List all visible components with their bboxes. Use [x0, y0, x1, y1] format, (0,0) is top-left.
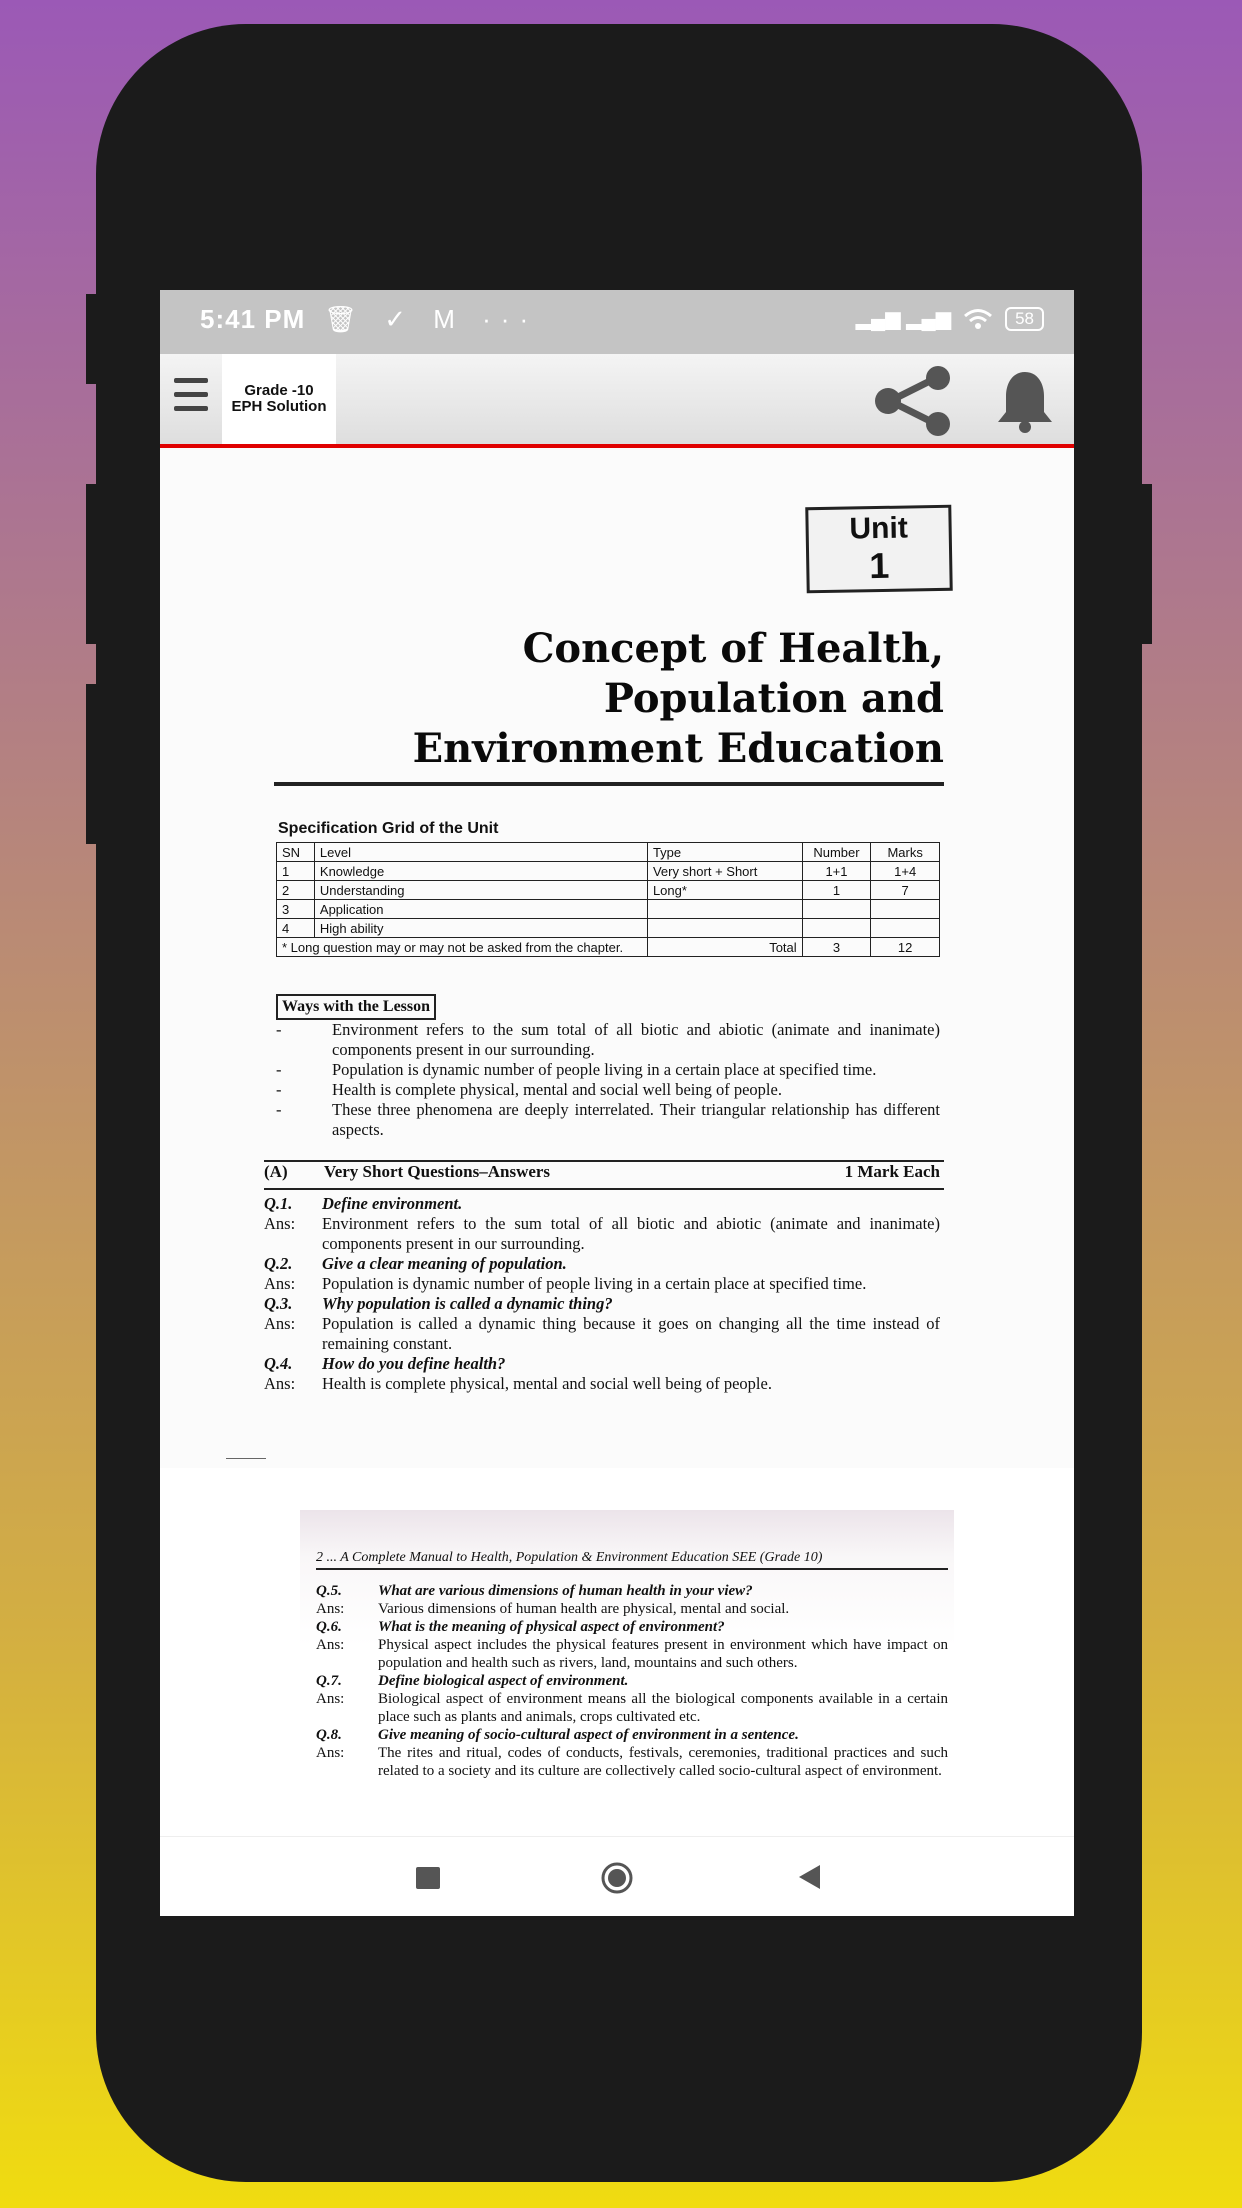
table-cell: Understanding: [314, 881, 647, 900]
table-cell: 4: [277, 919, 315, 938]
screen: [160, 290, 1074, 1916]
table-cell: Application: [314, 900, 647, 919]
table-cell: [647, 919, 802, 938]
table-cell: 1: [802, 881, 871, 900]
table-row: [277, 862, 940, 881]
table-cell: Very short + Short: [647, 862, 802, 881]
question-row: [316, 1726, 948, 1744]
question-row: [316, 1582, 948, 1600]
question-row: [264, 1194, 940, 1214]
answer-text: Population is called a dynamic thing because it goes on changing all the time instead of remaining constant.: [322, 1314, 940, 1353]
table-note-cell: * Long question may or may not be asked from the chapter.: [277, 938, 648, 957]
ways-list: [276, 1020, 940, 1140]
answer-text: Health is complete physical, mental and social well being of people.: [322, 1374, 772, 1393]
answer-label: Ans:: [264, 1274, 296, 1293]
notification-icons: 🗑 ✓ M ···: [324, 304, 539, 334]
list-item-text: Health is complete physical, mental and social well being of people.: [332, 1080, 782, 1099]
answer-row: [316, 1600, 948, 1618]
qa-block: [264, 1194, 940, 1394]
table-cell: 2: [277, 881, 315, 900]
status-bar: [160, 290, 1074, 354]
list-item-text: Population is dynamic number of people living in a certain place at specified time.: [332, 1060, 877, 1079]
list-item: - These three phenomena are deeply interrelated. Their triangular relationship has different aspects.: [276, 1100, 940, 1139]
answer-row: [316, 1636, 948, 1672]
question-label: Q.6.: [316, 1619, 342, 1635]
answer-row: [316, 1744, 948, 1780]
table-cell: Knowledge: [314, 862, 647, 881]
table-header-cell: Number: [802, 843, 871, 862]
title-divider: [274, 782, 944, 786]
section-divider: [264, 1188, 944, 1190]
spec-grid-title: Specification Grid of the Unit: [278, 820, 499, 837]
chapter-title-line: Population and: [603, 675, 944, 722]
answer-text: The rites and ritual, codes of conducts, festivals, ceremonies, traditional practices and such related to a society and its culture are collectively called socio-cultural aspect of environment.: [378, 1745, 948, 1779]
power-button: [86, 294, 98, 384]
table-row: [277, 919, 940, 938]
list-item-text: These three phenomena are deeply interrelated. Their triangular relationship has different aspects.: [332, 1100, 940, 1139]
ways-with-lesson-title: Ways with the Lesson: [276, 994, 436, 1020]
table-total-label: Total: [647, 938, 802, 957]
volume-down-button: [86, 684, 98, 844]
answer-row: [264, 1274, 940, 1294]
question-text: Why population is called a dynamic thing?: [322, 1294, 613, 1313]
question-text: How do you define health?: [322, 1354, 506, 1373]
app-bar: [160, 354, 1074, 448]
battery-icon: 58: [1005, 307, 1044, 331]
list-item: - Health is complete physical, mental and social well being of people.: [276, 1080, 782, 1099]
app-title-line2: EPH Solution: [231, 398, 327, 415]
spec-grid-table: [276, 842, 940, 957]
volume-up-button: [86, 484, 98, 644]
table-header-row: [277, 843, 940, 862]
section-marks: 1 Mark Each: [844, 1162, 940, 1181]
section-header: [264, 1162, 940, 1182]
answer-row: [264, 1314, 940, 1354]
section-label: (A): [264, 1162, 288, 1181]
question-text: What are various dimensions of human health in your view?: [378, 1583, 753, 1599]
answer-text: Biological aspect of environment means all the biological components available in a certain place such as plants and animals, crops cultivated etc.: [378, 1691, 948, 1725]
document-page-1: [160, 448, 1074, 1468]
status-time: 5:41 PM: [200, 304, 306, 334]
question-label: Q.7.: [316, 1673, 342, 1689]
question-label: Q.3.: [264, 1294, 293, 1313]
table-cell: 1+1: [802, 862, 871, 881]
answer-text: Population is dynamic number of people living in a certain place at specified time.: [322, 1274, 867, 1293]
question-row: [264, 1254, 940, 1274]
chapter-title-line: Environment Education: [412, 725, 944, 772]
wifi-icon: [963, 308, 993, 330]
list-item: - Population is dynamic number of people living in a certain place at specified time.: [276, 1060, 877, 1079]
answer-label: Ans:: [316, 1637, 345, 1653]
list-item: - Environment refers to the sum total of all biotic and abiotic (animate and inanimate) components present in our surrounding.: [276, 1020, 940, 1059]
signal-icon: ▂▄▆ ▂▄▆: [855, 308, 952, 330]
question-text: What is the meaning of physical aspect of environment?: [378, 1619, 725, 1635]
answer-label: Ans:: [316, 1745, 345, 1761]
answer-label: Ans:: [264, 1214, 296, 1233]
question-row: [264, 1354, 940, 1374]
answer-row: [264, 1374, 940, 1394]
table-row: [277, 900, 940, 919]
answer-text: Environment refers to the sum total of all biotic and abiotic (animate and inanimate) components present in our surrounding.: [322, 1214, 940, 1253]
answer-label: Ans:: [264, 1374, 296, 1393]
table-cell: [802, 919, 871, 938]
list-item-text: Environment refers to the sum total of all biotic and abiotic (animate and inanimate) components present in our surrounding.: [332, 1020, 940, 1059]
document-viewer[interactable]: [160, 448, 1074, 1836]
hamburger-menu-icon[interactable]: [174, 378, 208, 418]
answer-row: [316, 1690, 948, 1726]
app-title-line1: Grade -10: [244, 382, 314, 399]
circle-icon[interactable]: [600, 1861, 634, 1895]
answer-label: Ans:: [264, 1314, 296, 1333]
answer-text: Physical aspect includes the physical features present in environment which have impact on population and health such as rivers, land, mountains and such others.: [378, 1637, 948, 1671]
table-total-number: 3: [802, 938, 871, 957]
question-label: Q.2.: [264, 1254, 293, 1273]
question-text: Give meaning of socio-cultural aspect of environment in a sentence.: [378, 1727, 799, 1743]
table-header-cell: Marks: [871, 843, 940, 862]
unit-number: 1: [868, 544, 890, 587]
side-button-right: [1140, 484, 1152, 644]
table-row: [277, 881, 940, 900]
page-header: 2 ... A Complete Manual to Health, Population & Environment Education SEE (Grade 10): [316, 1550, 948, 1570]
share-icon[interactable]: [872, 366, 956, 436]
chapter-title-line: Concept of Health,: [522, 625, 944, 672]
triangle-back-icon[interactable]: [796, 1863, 824, 1891]
answer-label: Ans:: [316, 1601, 345, 1617]
table-cell: [871, 900, 940, 919]
question-text: Define environment.: [322, 1194, 463, 1213]
page-footer-line: [226, 1458, 266, 1459]
table-cell: High ability: [314, 919, 647, 938]
table-header-cell: Type: [647, 843, 802, 862]
unit-badge: [805, 505, 952, 594]
table-header-cell: SN: [277, 843, 315, 862]
table-cell: [802, 900, 871, 919]
system-nav-bar: [160, 1836, 1074, 1916]
chapter-title: [413, 624, 944, 774]
table-total-row: [277, 938, 940, 957]
question-label: Q.5.: [316, 1583, 342, 1599]
document-page-2: [300, 1510, 954, 1836]
square-icon[interactable]: [416, 1867, 440, 1889]
table-cell: [647, 900, 802, 919]
question-label: Q.8.: [316, 1727, 342, 1743]
question-text: Give a clear meaning of population.: [322, 1254, 567, 1273]
bell-icon[interactable]: [992, 368, 1058, 434]
section-title: Very Short Questions–Answers: [324, 1162, 551, 1181]
question-label: Q.4.: [264, 1354, 293, 1373]
table-cell: 3: [277, 900, 315, 919]
question-text: Define biological aspect of environment.: [378, 1673, 629, 1689]
unit-label: Unit: [849, 511, 909, 546]
table-cell: 1: [277, 862, 315, 881]
answer-row: [264, 1214, 940, 1254]
answer-text: Various dimensions of human health are physical, mental and social.: [378, 1601, 790, 1617]
table-cell: 1+4: [871, 862, 940, 881]
app-title: [222, 354, 336, 444]
table-cell: Long*: [647, 881, 802, 900]
qa-block: [316, 1582, 948, 1780]
question-row: [316, 1618, 948, 1636]
status-right: [856, 306, 1044, 331]
table-cell: 7: [871, 881, 940, 900]
answer-label: Ans:: [316, 1691, 345, 1707]
question-label: Q.1.: [264, 1194, 293, 1213]
question-row: [264, 1294, 940, 1314]
table-total-marks: 12: [871, 938, 940, 957]
table-header-cell: Level: [314, 843, 647, 862]
question-row: [316, 1672, 948, 1690]
table-cell: [871, 919, 940, 938]
